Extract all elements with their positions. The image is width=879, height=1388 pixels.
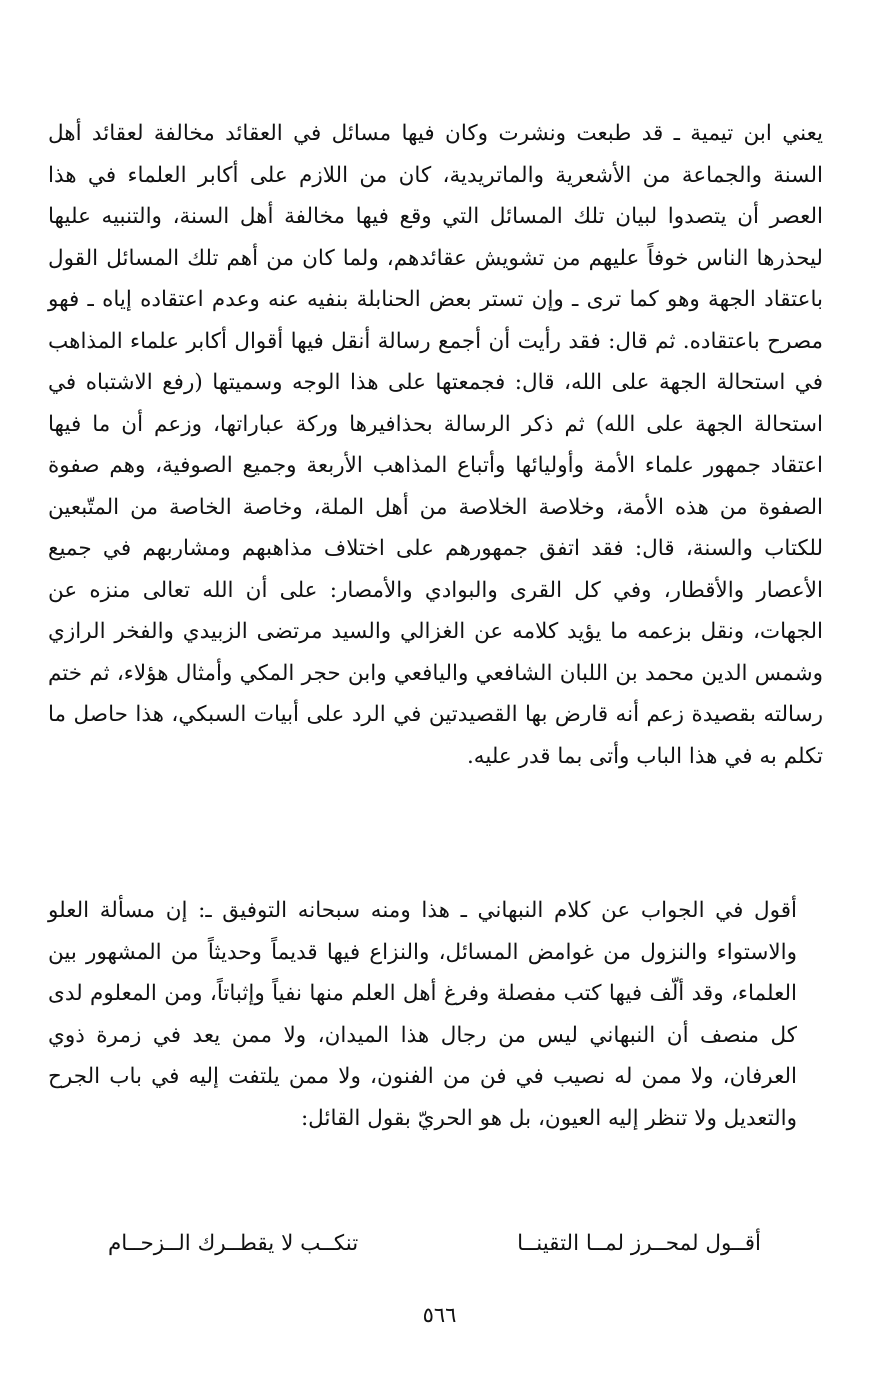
body-paragraph-1: [48, 113, 823, 777]
poetry-verse: [108, 1224, 761, 1264]
page-number: ٥٦٦: [422, 1303, 457, 1327]
body-paragraph-2: [48, 890, 823, 1139]
paragraph-text: أقول في الجواب عن كلام النبهاني ـ هذا ومنه سبحانه التوفيق ـ: إن مسألة العلو والاستواء والنزول من غوامض المسائل، والنزاع فيها قديماً وحديثاً من المشهور بين العلماء، وقد ألّف فيها كتب مفصلة وفرغ أهل العلم منها نفياً وإثباتاً، ومن المعلوم لدى كل منصف أن النبهاني ليس من رجال هذا الميدان، ولا ممن يعد في زمرة ذوي العرفان، ولا ممن له نصيب في فن من الفنون، ولا ممن يلتفت إليه في باب الجرح والتعديل ولا تنظر إليه العيون، بل هو الحريّ بقول القائل:: [48, 898, 797, 1131]
verse-first-hemistich: أقــول لمحــرز لمــا التقينــا: [517, 1231, 761, 1256]
paragraph-text: يعني ابن تيمية ـ قد طبعت ونشرت وكان فيها مسائل في العقائد مخالفة لعقائد أهل السنة والجماعة من الأشعرية والماتريدية، كان من اللازم على أكابر العلماء في هذا العصر أن يتصدوا لبيان تلك المسائل التي وقع فيها مخالفة أهل السنة، والتنبيه عليها ليحذرها الناس خوفاً عليهم من تشويش عقائدهم، ولما كان من أهم تلك المسائل القول باعتقاد الجهة وهو كما ترى ـ وإن تستر بعض الحنابلة بنفيه عنه وعدم اعتقاده إياه ـ فهو مصرح باعتقاده. ثم قال: فقد رأيت أن أجمع رسالة أنقل فيها أقوال أكابر علماء المذاهب في استحالة الجهة على الله، قال: فجمعتها على هذا الوجه وسميتها (رفع الاشتباه في استحالة الجهة على الله) ثم ذكر الرسالة بحذافيرها وركة عباراتها، وزعم أن ما فيها اعتقاد جمهور علماء الأمة وأوليائها وأتباع المذاهب الأربعة وجميع الصوفية، وهم صفوة الصفوة من هذه الأمة، وخلاصة الخلاصة من أهل الملة، وخاصة الخاصة من المتّبعين للكتاب والسنة، قال: فقد اتفق جمهورهم على اختلاف مذاهبهم ومشاربهم في جميع الأعصار والأقطار، وفي كل القرى والبوادي والأمصار: على أن الله تعالى منزه عن الجهات، ونقل بزعمه ما يؤيد كلامه عن الغزالي والسيد مرتضى الزبيدي والفخر الرازي وشمس الدين محمد بن اللبان الشافعي واليافعي وابن حجر المكي وأمثال هؤلاء، ثم ختم رسالته بقصيدة زعم أنه قارض بها القصيدتين في الرد على أبيات السبكي، هذا حاصل ما تكلم به في هذا الباب وأتى بما قدر عليه.: [48, 121, 823, 769]
verse-second-hemistich: تنكــب لا يقطــرك الــزحــام: [108, 1231, 359, 1256]
